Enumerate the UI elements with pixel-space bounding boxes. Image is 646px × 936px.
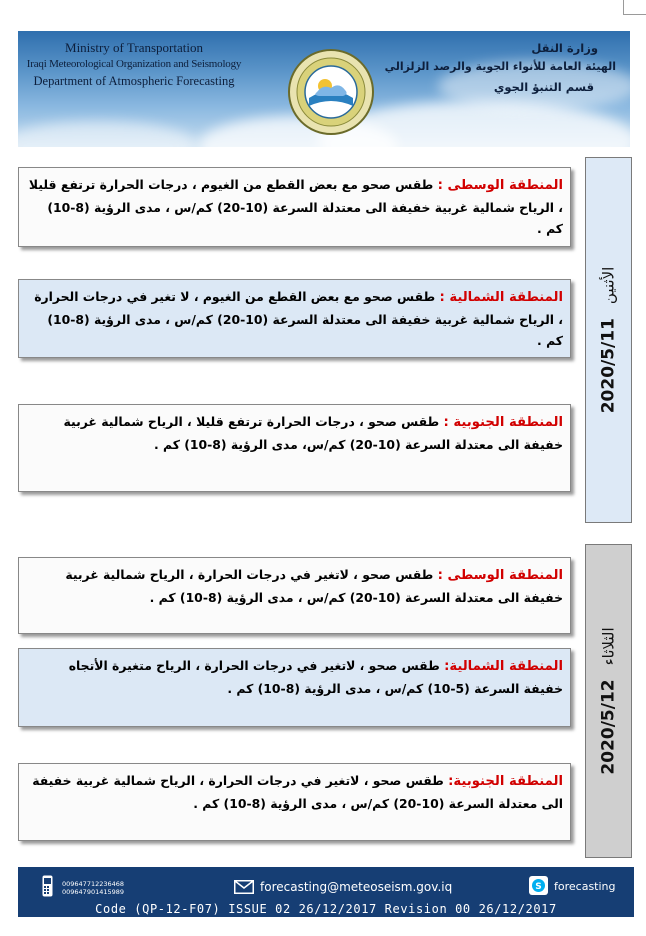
day-date: 2020/5/11	[598, 318, 619, 414]
skype-icon	[529, 876, 548, 895]
forecast-text: طقس صحو مع بعض القطع من الغيوم ، درجات الحرارة ترتفع قليلا ، الرياح شمالية غربية خفيفة الى معتدلة السرعة (10-20) كم/س ، مدى الرؤية (8-10) كم .	[28, 177, 563, 236]
phone-number: 009647712236468	[62, 880, 125, 888]
region-label: المنطقة الوسطى :	[437, 178, 563, 193]
ministry-name-ar: وزارة النقل	[531, 41, 598, 55]
corner-box	[623, 0, 646, 15]
header-banner	[18, 31, 630, 147]
organization-name-en: Iraqi Meteorological Organization and Seismology	[26, 58, 242, 70]
document-code: Code (QP-12-F07) ISSUE 02 26/12/2017 Revision 00 26/12/2017	[95, 902, 557, 916]
region-label: المنطقة الشمالية:	[444, 659, 563, 674]
day-tab-2	[585, 544, 632, 858]
forecast-text: طقس صحو مع بعض القطع من الغيوم ، لا تغير في درجات الحرارة ، الرياح شمالية غربية خفيفة الى معتدلة السرعة (10-20) كم/س ، مدى الرؤية (8-10) كم .	[34, 289, 563, 348]
forecast-text: طقس صحو ، درجات الحرارة ترتفع قليلا ، الرياح شمالية غربية خفيفة الى معتدلة السرعة (10-20) كم/س، مدى الرؤية (8-10) كم .	[63, 414, 563, 452]
region-label: المنطقة الوسطى :	[437, 568, 563, 583]
day-name: الأثنين	[599, 266, 618, 305]
department-name-en: Department of Atmospheric Forecasting	[33, 74, 235, 88]
forecast-box-south	[18, 763, 571, 841]
day-tab-1	[585, 157, 632, 523]
region-label: المنطقة الجنوبية :	[443, 415, 563, 430]
region-label: المنطقة الشمالية :	[439, 290, 563, 305]
region-label: المنطقة الجنوبية:	[448, 774, 563, 789]
phone-numbers	[62, 880, 124, 896]
forecast-text: طقس صحو ، لاتغير في درجات الحرارة ، الرياح شمالية غربية خفيفة الى معتدلة السرعة (10-20) كم/س ، مدى الرؤية (8-10) كم .	[32, 773, 563, 811]
forecast-box-central	[18, 557, 571, 634]
organization-logo	[287, 48, 375, 136]
skype-handle[interactable]: forecasting	[554, 880, 616, 893]
phone-number: 009647901415989	[62, 888, 125, 896]
phone-icon	[42, 875, 53, 897]
ministry-name-en: Ministry of Transportation	[65, 40, 203, 55]
organization-name-ar: الهيئة العامة للأنواء الجوية والرصد الزلزالي	[384, 60, 616, 73]
footer	[18, 867, 634, 917]
forecast-box-north	[18, 279, 571, 358]
email-address[interactable]: forecasting@meteoseism.gov.iq	[260, 880, 453, 894]
day-name: الثلاثاء	[599, 627, 618, 666]
forecast-text: طقس صحو ، لاتغير في درجات الحرارة ، الرياح شمالية غربية خفيفة الى معتدلة السرعة (10-20) كم/س ، مدى الرؤية (8-10) كم .	[65, 567, 563, 605]
header-arabic	[366, 39, 616, 97]
cloud-decoration	[18, 121, 198, 147]
svg-text:S: S	[535, 882, 542, 892]
mail-icon	[234, 880, 254, 894]
day-date: 2020/5/12	[598, 679, 619, 775]
forecast-box-central	[18, 167, 571, 247]
department-name-ar: قسم التنبؤ الجوي	[493, 80, 594, 94]
forecast-box-south	[18, 404, 571, 492]
header-english	[24, 39, 244, 90]
forecast-text: طقس صحو ، لاتغير في درجات الحرارة ، الرياح متغيرة الأتجاه خفيفة السرعة (5-10) كم/س ، مدى الرؤية (8-10) كم .	[68, 658, 563, 696]
forecast-box-north	[18, 648, 571, 727]
